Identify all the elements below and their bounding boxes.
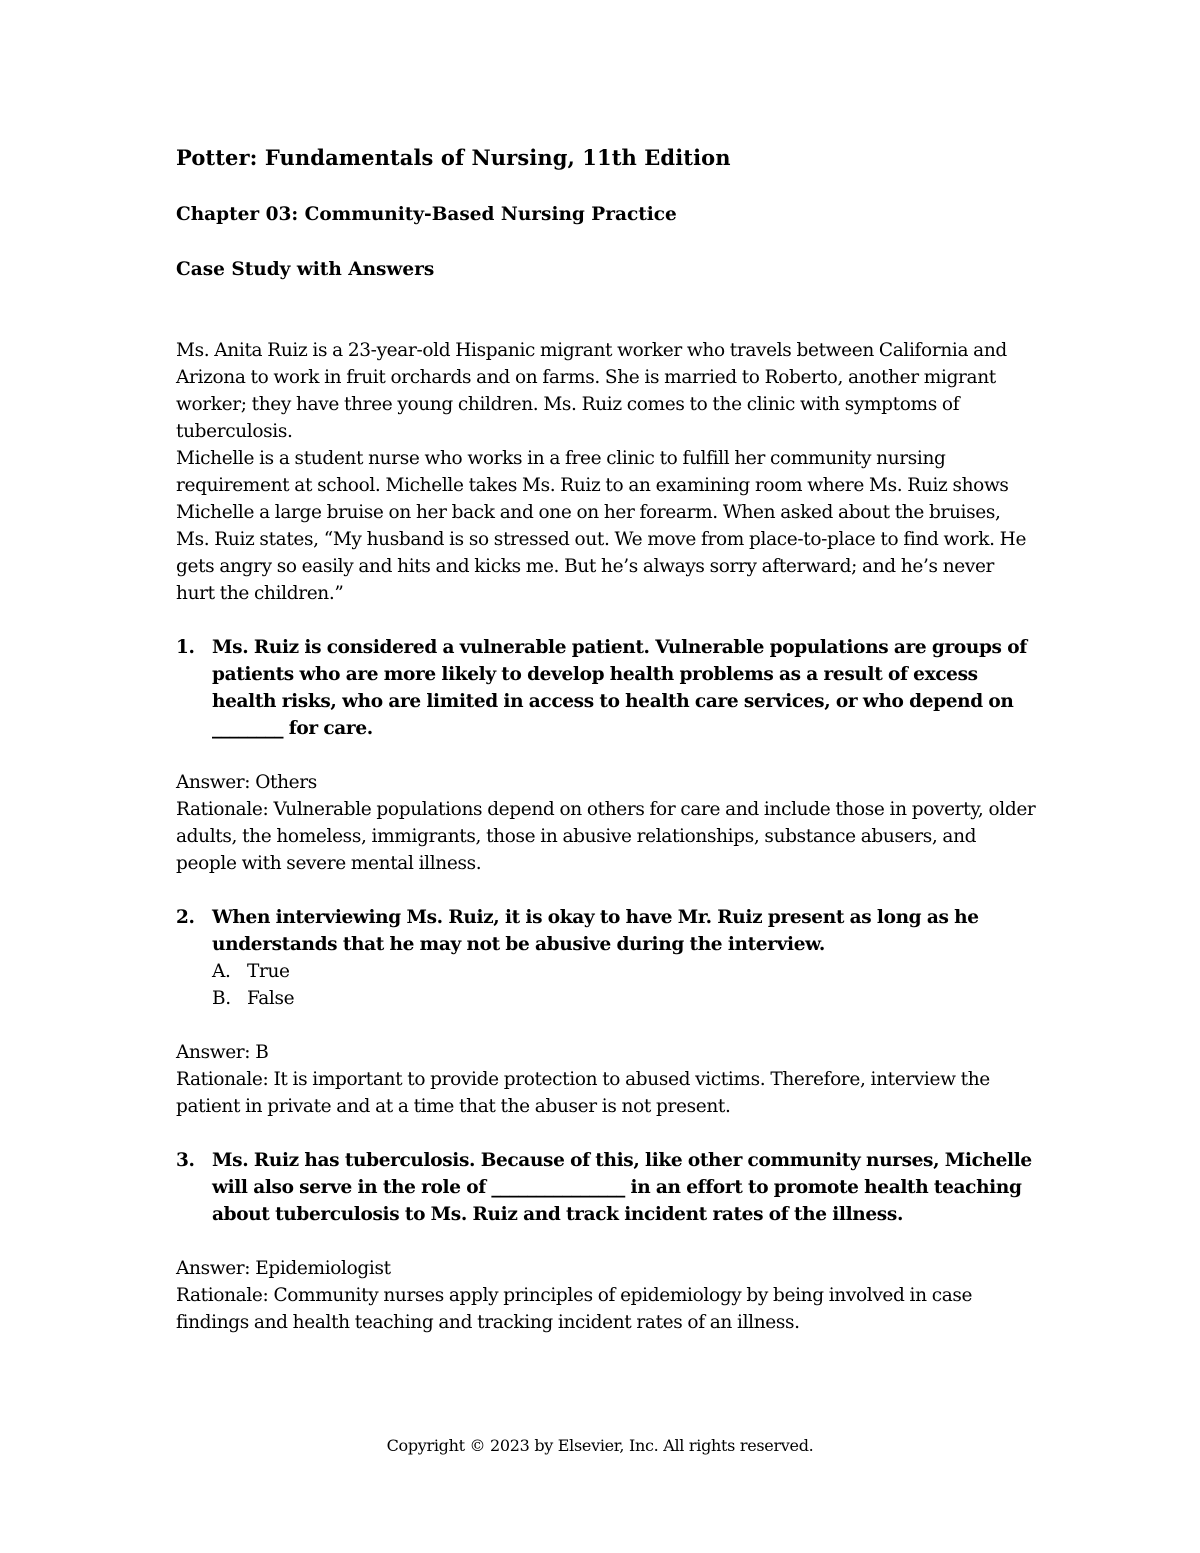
case-intro bbox=[176, 337, 1036, 607]
section-heading: Case Study with Answers bbox=[176, 259, 435, 280]
question-2 bbox=[176, 904, 1036, 1012]
question-text: When interviewing Ms. Ruiz, it is okay to have Mr. Ruiz present as long as he understands that he may not be abusive during the interview. bbox=[212, 907, 979, 955]
copyright-footer: Copyright © 2023 by Elsevier, Inc. All rights reserved. bbox=[386, 1436, 814, 1455]
question-number: 3. bbox=[176, 1150, 195, 1171]
option-label: False bbox=[247, 988, 295, 1009]
option-label: True bbox=[247, 961, 290, 982]
question-text bbox=[212, 634, 1036, 742]
rationale: Rationale: It is important to provide protection to abused victims. Therefore, interview the patient in private and at a time that the abuser is not present. bbox=[176, 1069, 990, 1117]
question-blank: _______________ bbox=[491, 1177, 625, 1198]
intro-paragraph: Ms. Anita Ruiz is a 23-year-old Hispanic migrant worker who travels between California and Arizona to work in fruit orchards and on farms. She is married to Roberto, another migrant worker; they have three young children. Ms. Ruiz comes to the clinic with symptoms of tuberculosis. bbox=[176, 340, 1007, 442]
question-text bbox=[212, 1147, 1036, 1228]
question-text-before: Ms. Ruiz is considered a vulnerable patient. Vulnerable populations are groups of patients who are more likely to develop health problems as a result of excess health risks, who are limited in access to health care services, or who depend on bbox=[212, 637, 1027, 712]
answer-block-2 bbox=[176, 1039, 1036, 1120]
answer-options bbox=[212, 958, 1036, 1012]
chapter-heading: Chapter 03: Community-Based Nursing Practice bbox=[176, 204, 677, 225]
answer: Answer: B bbox=[176, 1042, 269, 1063]
answer: Answer: Others bbox=[176, 772, 317, 793]
document-page bbox=[176, 143, 1036, 1363]
option-letter: B. bbox=[212, 988, 231, 1009]
question-text-after: for care. bbox=[283, 718, 373, 739]
option-letter: A. bbox=[212, 961, 231, 982]
rationale: Rationale: Vulnerable populations depend on others for care and include those in poverty, older adults, the homeless, immigrants, those in abusive relationships, substance abusers, and people with severe mental illness. bbox=[176, 799, 1036, 874]
answer: Answer: Epidemiologist bbox=[176, 1258, 391, 1279]
question-number: 1. bbox=[176, 637, 195, 658]
option-b bbox=[212, 985, 1036, 1012]
question-text-after: in an effort to promote health teaching about tuberculosis to Ms. Ruiz and track incident rates of the illness. bbox=[212, 1177, 1022, 1225]
question-body bbox=[212, 904, 1036, 1012]
document-title: Potter: Fundamentals of Nursing, 11th Edition bbox=[176, 145, 731, 170]
answer-block-1 bbox=[176, 769, 1036, 877]
intro-paragraph: Michelle is a student nurse who works in a free clinic to fulfill her community nursing requirement at school. Michelle takes Ms. Ruiz to an examining room where Ms. Ruiz shows Michelle a large bruise on her back and one on her forearm. When asked about the bruises, Ms. Ruiz states, “My husband is so stressed out. We move from place-to-place to find work. He gets angry so easily and hits and kicks me. But he’s always sorry afterward; and he’s never hurt the children.” bbox=[176, 448, 1027, 604]
answer-block-3 bbox=[176, 1255, 1036, 1336]
option-a bbox=[212, 958, 1036, 985]
question-3 bbox=[176, 1147, 1036, 1228]
rationale: Rationale: Community nurses apply principles of epidemiology by being involved in case findings and health teaching and tracking incident rates of an illness. bbox=[176, 1285, 973, 1333]
question-text-before: Ms. Ruiz has tuberculosis. Because of this, like other community nurses, Michelle will also serve in the role of bbox=[212, 1150, 1032, 1198]
question-number: 2. bbox=[176, 907, 195, 928]
question-blank: ________ bbox=[212, 718, 284, 739]
question-1 bbox=[176, 634, 1036, 742]
